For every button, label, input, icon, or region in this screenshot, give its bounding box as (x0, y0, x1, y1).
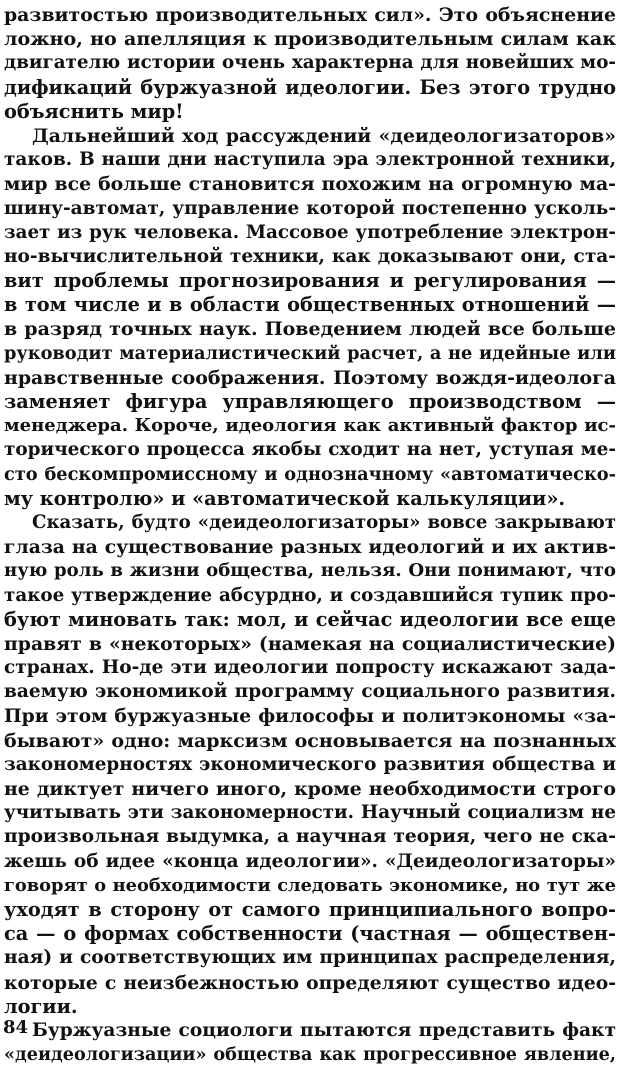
text-line: му контролю» и «автоматической калькуляции». (4, 486, 566, 510)
page-number: 84 (3, 1017, 29, 1038)
text-line: ваемую экономикой программу социального развития. (4, 681, 616, 703)
text-line: ная) и соответствующих им принципах распределения, (4, 947, 616, 969)
body-text (4, 3, 616, 1067)
text-line: буют миновать так: мол, и сейчас идеологии все еще (4, 607, 616, 631)
text-line: ную роль в жизни общества, нельзя. Они понимают, что (4, 560, 616, 582)
text-line: Буржуазные социологи пытаются представить факт (32, 1019, 616, 1041)
text-line: бывают» одно: марксизм основывается на познанных (4, 729, 616, 752)
text-line: логии. (4, 994, 78, 1018)
text-line: закономерностях экономического развития общества и (4, 753, 616, 775)
text-line: жешь об идее «конца идеологии». «Деидеологизаторы» (4, 850, 616, 872)
text-line: сто бескомпромиссному и однозначному «автоматическо- (4, 463, 616, 485)
text-line: объяснить мир! (4, 99, 184, 123)
text-line: Сказать, будто «деидеологизаторы» вовсе закрывают (32, 511, 616, 533)
text-line: которые с неизбежностью определяют существо идео- (4, 971, 616, 994)
text-line: руководит материалистический расчет, а не идейные или (4, 342, 616, 364)
text-line: в разряд точных наук. Поведением людей все больше (4, 318, 616, 341)
text-line: менеджера. Короче, идеология как активный фактор ис- (4, 415, 616, 437)
text-line: двигателю истории очень характерна для новейших мо- (4, 52, 616, 74)
text-line: в том числе и в области общественных отношений — (4, 293, 616, 317)
text-line: произвольная выдумка, а научная теория, чего не ска- (4, 826, 616, 848)
text-line: таков. В наши дни наступила эра электронной техники, (4, 149, 616, 171)
text-line: говорят о необходимости следовать экономике, но тут же (4, 874, 616, 896)
text-line: такое утверждение абсурдно, и создавшийся тупик про- (4, 584, 616, 606)
text-line: правят в «некоторых» (намекая на социалистические) (4, 632, 616, 655)
text-line: уходят в сторону от самого принципиального вопро- (4, 897, 616, 921)
text-line: странах. Но-де эти идеологии попросту искажают зада- (4, 657, 616, 679)
text-line: глаза на существование разных идеологий и их актив- (4, 536, 616, 559)
text-line: заменяет фигура управляющего производством — (4, 390, 616, 413)
text-line: торического процесса якобы сходит на нет, уступая ме- (4, 439, 616, 461)
text-line: но-вычислительной техники, как доказывают они, ста- (4, 245, 616, 267)
text-line: мир все больше становится похожим на огромную ма- (4, 173, 616, 196)
text-line: дификаций буржуазной идеологии. Без этого трудно (4, 75, 616, 99)
text-line: Дальнейший ход рассуждений «деидеологизаторов» (32, 124, 616, 147)
text-line: нравственные соображения. Поэтому вождя-идеолога (4, 366, 616, 389)
text-line: ложно, но апелляция к производительным силам как (4, 27, 616, 51)
text-line: не диктует ничего иного, кроме необходимости строго (4, 778, 616, 800)
text-line: вит проблемы прогнозирования и регулирования — (4, 269, 616, 293)
text-line: са — о формах собственности (частная — обществен- (4, 922, 616, 946)
text-line: зает из рук человека. Массовое употребление электрон- (4, 221, 616, 243)
text-line: учитывать эти закономерности. Научный социализм не (4, 802, 616, 824)
text-line: При этом буржуазные философы и политэкономы «за- (4, 705, 616, 728)
text-line: «деидеологизации» общества как прогрессивное явление, (4, 1044, 616, 1066)
text-line: шину-автомат, управление которой постепенно усколь- (4, 197, 616, 219)
text-line: развитостью производительных сил». Это объяснение (4, 4, 616, 26)
